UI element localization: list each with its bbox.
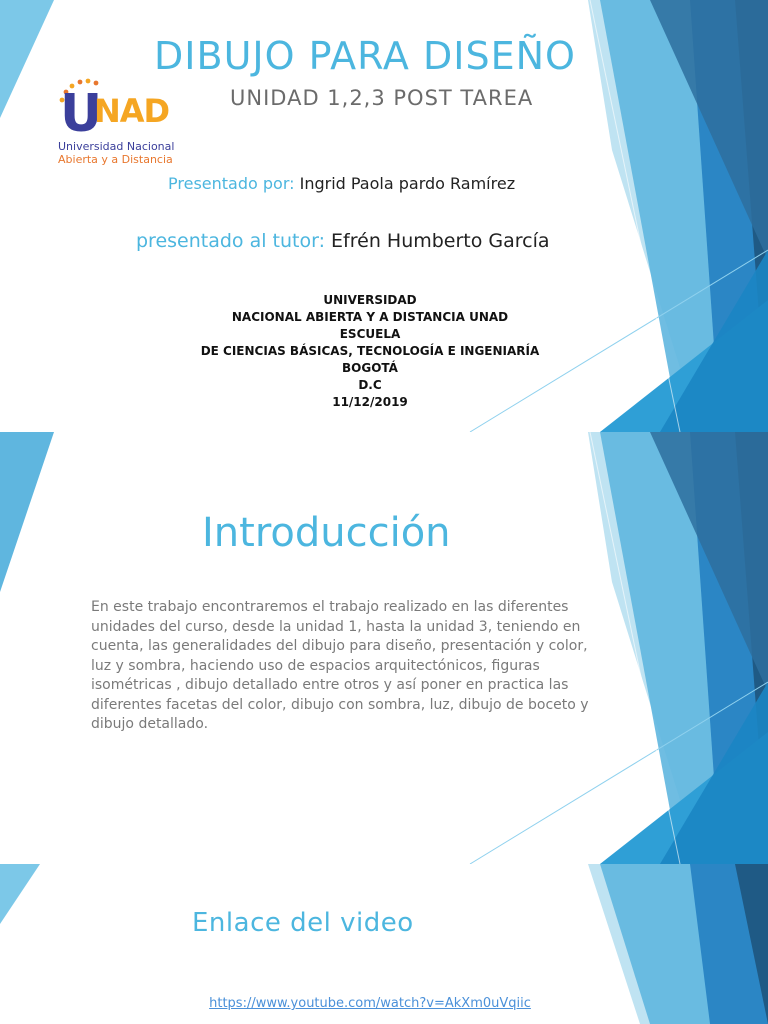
presented-by-label: Presentado por: (168, 174, 300, 193)
presented-by (168, 174, 515, 193)
logo-line-2: Abierta y a Distancia (58, 153, 173, 166)
slide-1 (0, 0, 768, 432)
university-line: UNIVERSIDAD (323, 293, 417, 307)
university-line: NACIONAL ABIERTA Y A DISTANCIA UNAD (231, 310, 509, 324)
university-line: D.C (358, 378, 382, 392)
presentation-title: DIBUJO PARA DISEÑO (154, 34, 576, 78)
university-date: 11/12/2019 (332, 395, 408, 409)
presented-by-value: Ingrid Paola pardo Ramírez (299, 174, 516, 193)
tutor-value: Efrén Humberto García (331, 230, 550, 252)
university-line: DE CIENCIAS BÁSICAS, TECNOLOGÍA E INGENIARÍA (200, 344, 540, 358)
university-line: ESCUELA (339, 327, 401, 341)
tutor (136, 230, 550, 252)
introduction-title: Introducción (202, 510, 451, 556)
video-link-title: Enlace del video (192, 908, 414, 938)
university-block (0, 292, 740, 411)
tutor-label: presentado al tutor: (136, 230, 332, 252)
unad-logo (56, 78, 176, 168)
presentation-subtitle: UNIDAD 1,2,3 POST TAREA (230, 86, 534, 110)
logo-letters-nad: NAD (94, 92, 170, 130)
logo-letter-u: U (60, 84, 103, 144)
video-link[interactable]: https://www.youtube.com/watch?v=AkXm0uVqiic (209, 996, 531, 1011)
introduction-body: En este trabajo encontraremos el trabajo realizado en las diferentes unidades del curso, desde la unidad 1, hasta la unidad 3, teniendo en cuenta, las generalidades del dibujo para diseño, presentación y color, luz y sombra, haciendo uso de espacios arquitectónicos, figuras isométricas , dibujo detallado entre otros y así poner en practica las diferentes facetas del color, dibujo con sombra, luz, dibujo de boceto y dibujo detallado. (91, 599, 589, 732)
university-line: BOGOTÁ (342, 361, 398, 375)
logo-line-1: Universidad Nacional (58, 140, 175, 153)
